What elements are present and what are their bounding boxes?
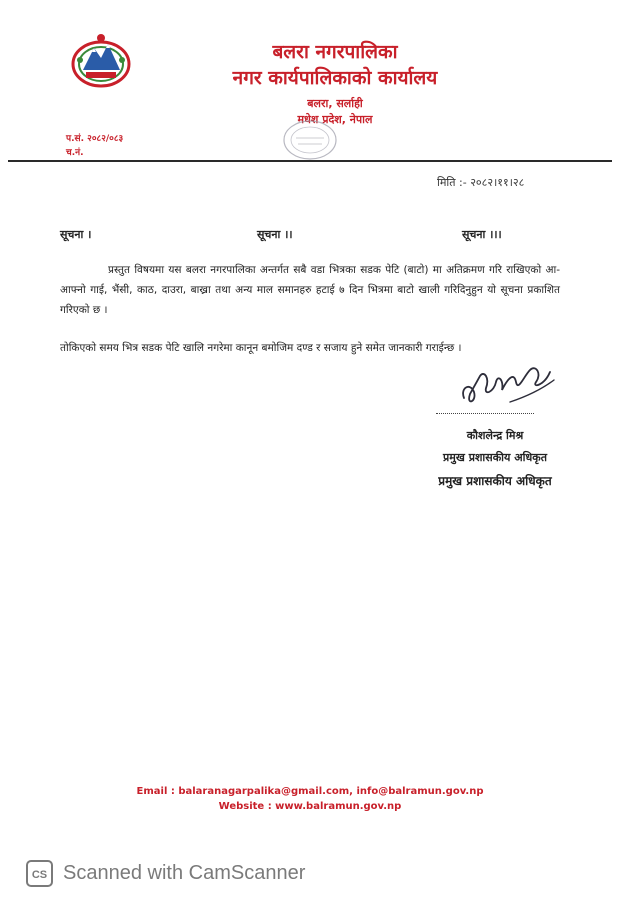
office-province: मधेश प्रदेश, नेपाल: [297, 113, 373, 126]
notice-heading-2: सूचना ।।: [257, 228, 293, 241]
handwritten-signature: [450, 352, 560, 416]
svg-text:CS: CS: [31, 868, 48, 881]
scanner-watermark: [26, 858, 305, 888]
notice-heading-1: सूचना ।: [60, 228, 92, 241]
fiscal-year: प.सं. २०८२/०८३: [66, 134, 124, 144]
reference-number: च.नं.: [66, 148, 84, 158]
office-location: बलरा, सर्लाही: [307, 97, 363, 110]
signature-line: [436, 413, 534, 414]
signatory-name: कौशलेन्द्र मिश्र: [466, 429, 524, 442]
signatory-title-stamp: प्रमुख प्रशासकीय अधिकृत: [438, 474, 552, 488]
notice-date: मिति :- २०८२।११।२८: [437, 176, 525, 189]
footer-email: Email : balaranagarpalika@gmail.com, info@balramun.gov.np: [136, 786, 484, 797]
nepal-emblem-icon: [68, 30, 134, 90]
letterhead-divider: [8, 160, 612, 162]
office-name: नगर कार्यपालिकाको कार्यालय: [232, 67, 438, 89]
notice-paragraph-2: तोकिएको समय भित्र सडक पेटि खालि नगरेमा कानून बमोजिम दण्ड र सजाय हुने समेत जानकारी गराईन्छ ।: [60, 342, 462, 354]
camscanner-logo-icon: [26, 860, 53, 887]
notice-heading-3: सूचना ।।।: [462, 228, 502, 241]
municipality-name: बलरा नगरपालिका: [272, 41, 398, 63]
footer-website: Website : www.balramun.gov.np: [218, 801, 402, 812]
notice-paragraph-1: प्रस्तुत विषयमा यस बलरा नगरपालिका अन्तर्गत सबै वडा भित्रका सडक पेटि (बाटो) मा अतिक्रमण गरि राखिएको आ-आफ्नो गाई, भैंसी, काठ, दाउरा, बाख्रा तथा अन्य माल समानहरु हटाई ७ दिन भित्रमा बाटो खाली गरिदिनुहुन यो सूचना प्रकाशित गरिएको छ ।: [60, 264, 560, 316]
office-seal-icon: [278, 118, 342, 162]
watermark-text: Scanned with CamScanner: [63, 861, 306, 884]
signatory-title: प्रमुख प्रशासकीय अधिकृत: [443, 451, 547, 464]
